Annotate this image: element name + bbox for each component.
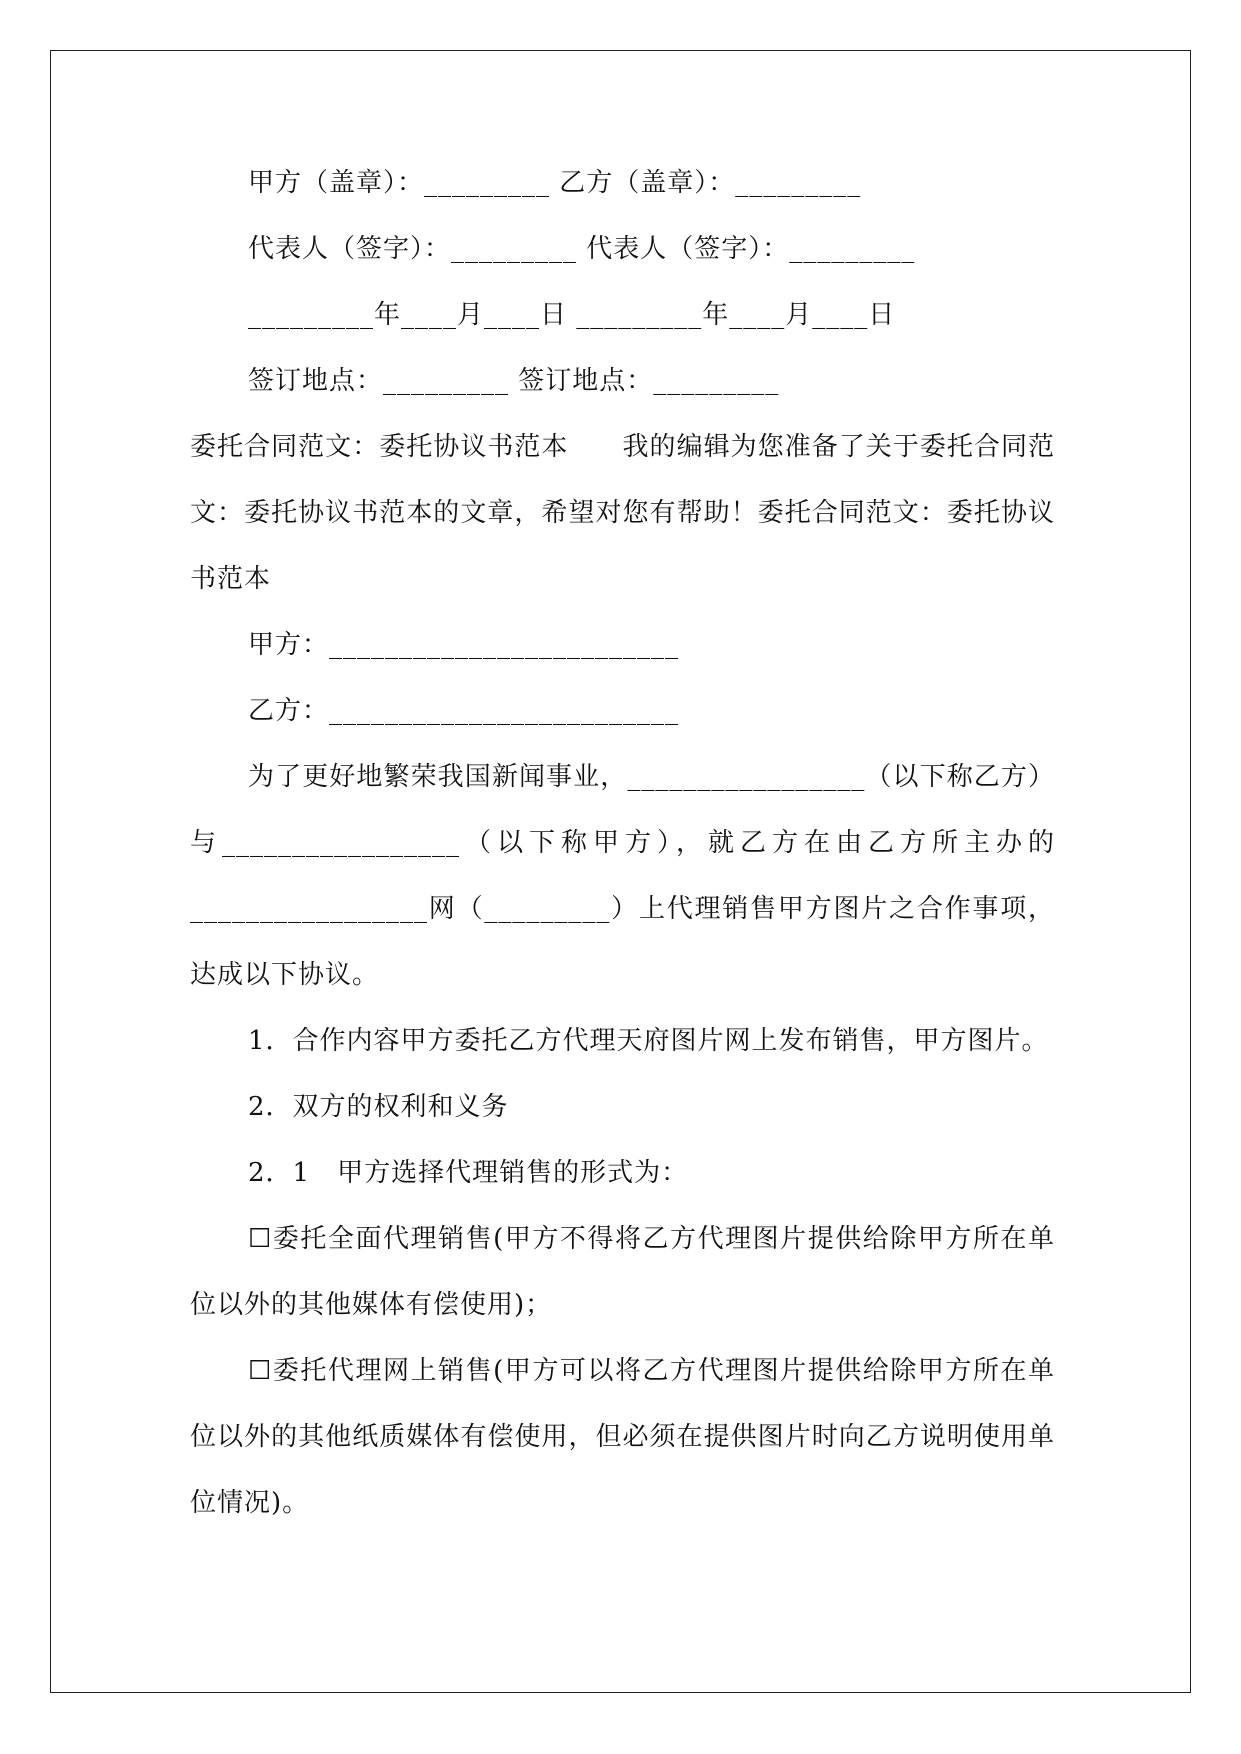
- signing-place-line: 签订地点：_________ 签订地点：_________: [248, 366, 780, 396]
- option-online-agency: ☐委托代理网上销售(甲方可以将乙方代理图片提供给除甲方所在单位以外的其他纸质媒体有偿使用，但必须在提供图片时向乙方说明使用单位情况)。: [190, 1356, 1055, 1518]
- clause-2-1: 2．1 甲方选择代理销售的形式为：: [248, 1158, 689, 1188]
- date-line: _________年____月____日 _________年____月____日: [248, 300, 896, 330]
- party-b-line: 乙方：_________________________: [248, 696, 680, 726]
- option-full-agency: ☐委托全面代理销售(甲方不得将乙方代理图片提供给除甲方所在单位以外的其他媒体有偿使用)；: [190, 1224, 1055, 1320]
- seal-line: 甲方（盖章）：_________ 乙方（盖章）：_________: [248, 168, 862, 198]
- document-content: [190, 150, 1055, 1536]
- preamble-paragraph: 为了更好地繁荣我国新闻事业，_________________（以下称乙方）与_________________（以下称甲方），就乙方在由乙方所主办的_________________网（_________）上代理销售甲方图片之合作事项，达成以下协议。: [190, 762, 1055, 990]
- intro-paragraph: 委托合同范文：委托协议书范本 我的编辑为您准备了关于委托合同范文：委托协议书范本的文章，希望对您有帮助！委托合同范文：委托协议书范本: [190, 432, 1055, 594]
- party-a-line: 甲方：_________________________: [248, 630, 680, 660]
- representative-line: 代表人（签字）：_________ 代表人（签字）：_________: [248, 234, 916, 264]
- clause-2-heading: 2．双方的权利和义务: [248, 1092, 509, 1122]
- clause-1: 1．合作内容甲方委托乙方代理天府图片网上发布销售，甲方图片。: [248, 1026, 1049, 1056]
